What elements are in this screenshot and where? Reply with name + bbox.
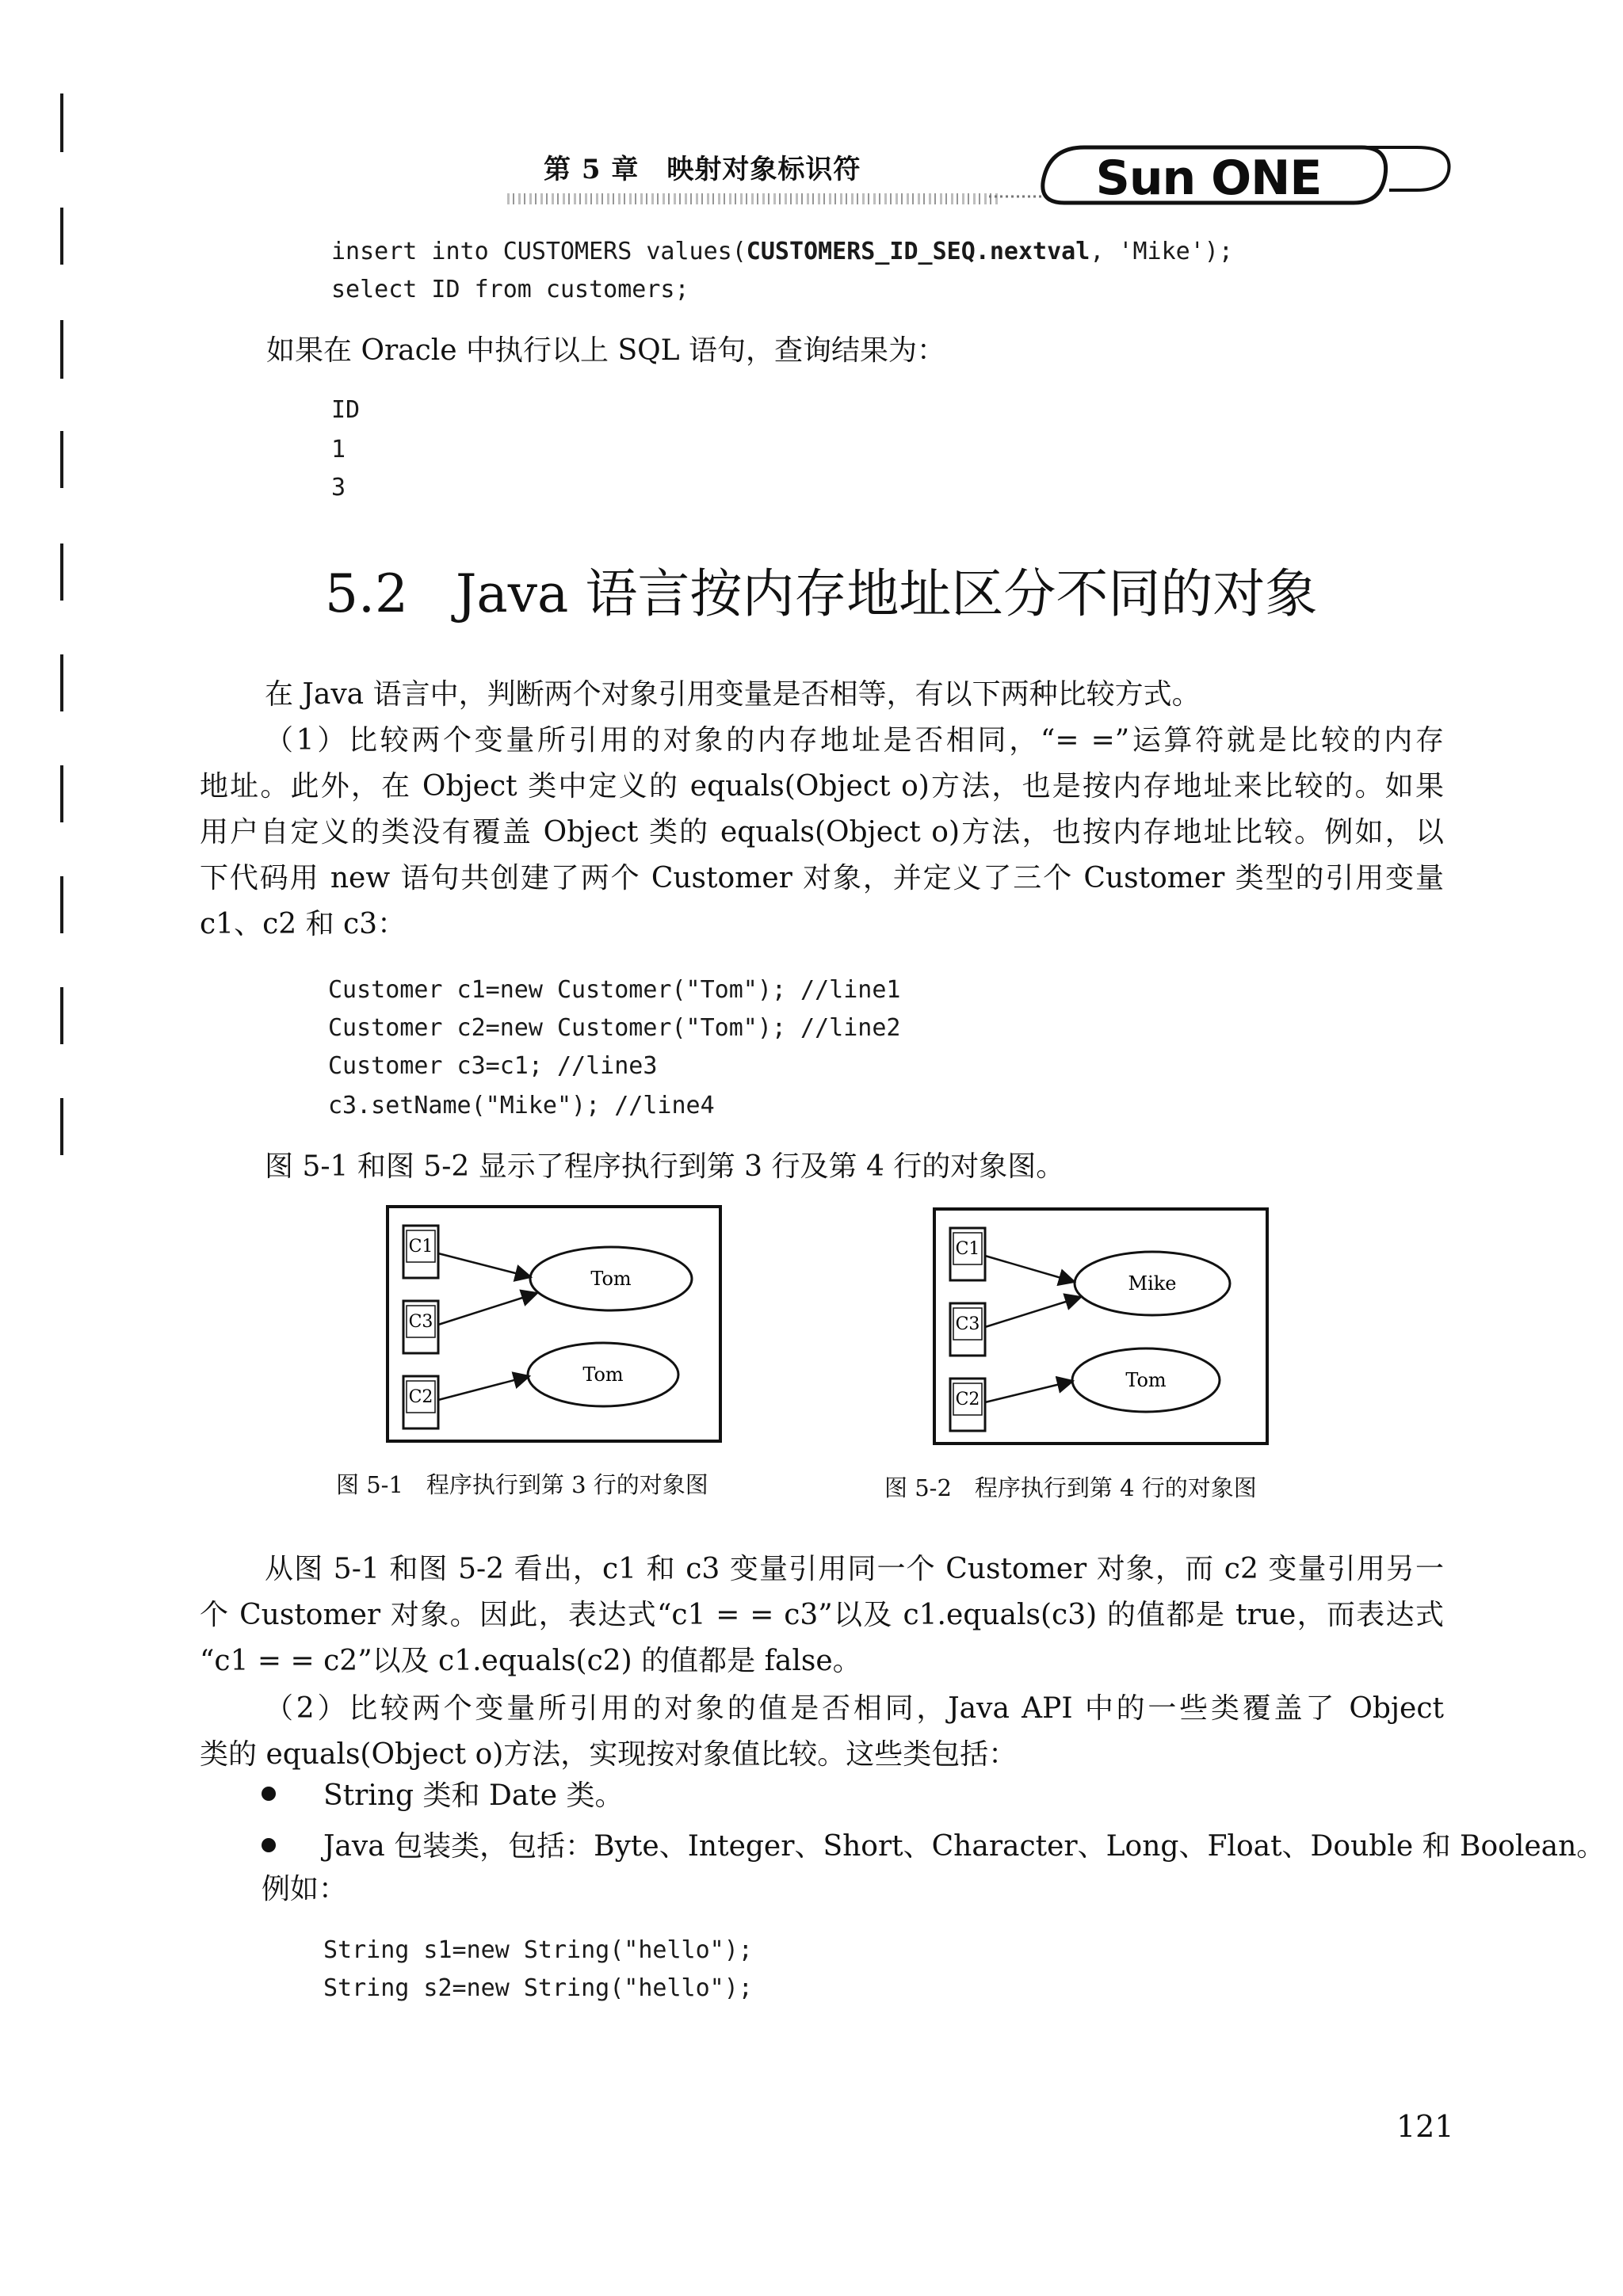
binding-mark xyxy=(60,543,63,601)
paragraph-line: “c1 = = c2”以及 c1.equals(c2) 的值都是 false。 xyxy=(200,1645,861,1677)
variable-label: C1 xyxy=(955,1239,980,1259)
paragraph: 在 Java 语言中，判断两个对象引用变量是否相等，有以下两种比较方式。 xyxy=(265,678,1201,711)
code-line: Customer c2=new Customer("Tom"); //line2 xyxy=(328,1014,901,1042)
code-line: select ID from customers; xyxy=(331,276,689,303)
intro-sentence: 如果在 Oracle 中执行以上 SQL 语句，查询结果为： xyxy=(266,334,946,367)
figure-intro: 图 5-1 和图 5-2 显示了程序执行到第 3 行及第 4 行的对象图。 xyxy=(265,1150,1065,1183)
binding-mark xyxy=(60,765,63,822)
binding-mark xyxy=(60,654,63,711)
section-title: Java 语言按内存地址区分不同的对象 xyxy=(455,563,1318,624)
sun-one-logo xyxy=(989,141,1457,209)
bullet-item: String 类和 Date 类。 xyxy=(323,1779,624,1812)
paragraph xyxy=(200,1686,1444,1778)
reference-arrow xyxy=(438,1293,537,1325)
object-label: Tom xyxy=(590,1268,632,1290)
code-line: insert into CUSTOMERS values(CUSTOMERS_ID_SEQ.nextval, 'Mike'); xyxy=(331,238,1233,265)
chapter-title: 第 5 章 映射对象标识符 xyxy=(544,154,861,185)
variable-label: C3 xyxy=(408,1312,433,1332)
code-line: String s1=new String("hello"); xyxy=(323,1936,753,1964)
example-label: 例如： xyxy=(262,1873,348,1905)
figure-5-2 xyxy=(927,1200,1276,1454)
code-line: c3.setName("Mike"); //line4 xyxy=(328,1092,715,1119)
paragraph-line: （2）比较两个变量所引用的对象的值是否相同，Java API 中的一些类覆盖了 Object xyxy=(265,1692,1444,1725)
object-label: Tom xyxy=(1125,1369,1167,1391)
binding-mark xyxy=(60,1098,63,1155)
page-number: 121 xyxy=(1396,2109,1454,2144)
binding-mark xyxy=(60,208,63,265)
binding-mark xyxy=(60,93,63,152)
bullet-item: Java 包装类，包括：Byte、Integer、Short、Character、Long、Float、Double 和 Boolean。 xyxy=(323,1830,1606,1863)
bullet-dot xyxy=(262,1838,276,1852)
paragraph xyxy=(200,718,1444,948)
object-label: Tom xyxy=(582,1363,624,1386)
paragraph-line: （1）比较两个变量所引用的对象的内存地址是否相同，“= =”运算符就是比较的内存 xyxy=(265,724,1444,757)
binding-mark xyxy=(60,987,63,1044)
code-bold-token: CUSTOMERS_ID_SEQ.nextval xyxy=(746,238,1090,265)
reference-arrow xyxy=(985,1381,1073,1402)
binding-mark xyxy=(60,320,63,379)
section-heading xyxy=(325,551,1317,627)
result-line: ID xyxy=(331,396,361,424)
paragraph xyxy=(200,1547,1444,1684)
bullet-dot xyxy=(262,1787,276,1801)
variable-label: C2 xyxy=(955,1390,980,1409)
variable-label: C1 xyxy=(408,1237,433,1257)
binding-mark xyxy=(60,876,63,933)
result-line: 1 xyxy=(331,436,346,463)
section-number: 5.2 xyxy=(325,563,408,624)
result-line: 3 xyxy=(331,474,346,502)
reference-arrow xyxy=(438,1376,529,1400)
figure-caption: 图 5-2 程序执行到第 4 行的对象图 xyxy=(884,1474,1257,1501)
code-line: Customer c3=c1; //line3 xyxy=(328,1052,658,1080)
object-label: Mike xyxy=(1128,1272,1177,1295)
reference-arrow xyxy=(438,1253,531,1277)
paragraph-line: 地址。此外，在 Object 类中定义的 equals(Object o)方法，也是按内存地址来比较的。如果 xyxy=(200,770,1444,803)
reference-arrow xyxy=(985,1297,1081,1327)
figure-caption: 图 5-1 程序执行到第 3 行的对象图 xyxy=(336,1471,708,1498)
variable-label: C3 xyxy=(955,1314,980,1334)
reference-arrow xyxy=(985,1256,1075,1282)
binding-mark xyxy=(60,431,63,488)
header-rule xyxy=(507,193,999,204)
paragraph-line: 从图 5-1 和图 5-2 看出，c1 和 c3 变量引用同一个 Customer 对象，而 c2 变量引用另一 xyxy=(265,1553,1444,1585)
figure-5-1 xyxy=(380,1198,729,1451)
code-line: Customer c1=new Customer("Tom"); //line1 xyxy=(328,976,901,1004)
paragraph-line: c1、c2 和 c3： xyxy=(200,908,407,940)
logo-text: Sun ONE xyxy=(1095,151,1322,206)
variable-label: C2 xyxy=(408,1387,433,1407)
paragraph-line: 类的 equals(Object o)方法，实现按对象值比较。这些类包括： xyxy=(200,1738,1018,1771)
code-line: String s2=new String("hello"); xyxy=(323,1974,753,2002)
paragraph-line: 下代码用 new 语句共创建了两个 Customer 对象，并定义了三个 Customer 类型的引用变量 xyxy=(200,862,1444,894)
paragraph-line: 用户自定义的类没有覆盖 Object 类的 equals(Object o)方法，也按内存地址比较。例如，以 xyxy=(200,816,1444,849)
paragraph-line: 个 Customer 对象。因此，表达式“c1 = = c3”以及 c1.equals(c3) 的值都是 true，而表达式 xyxy=(200,1599,1444,1631)
